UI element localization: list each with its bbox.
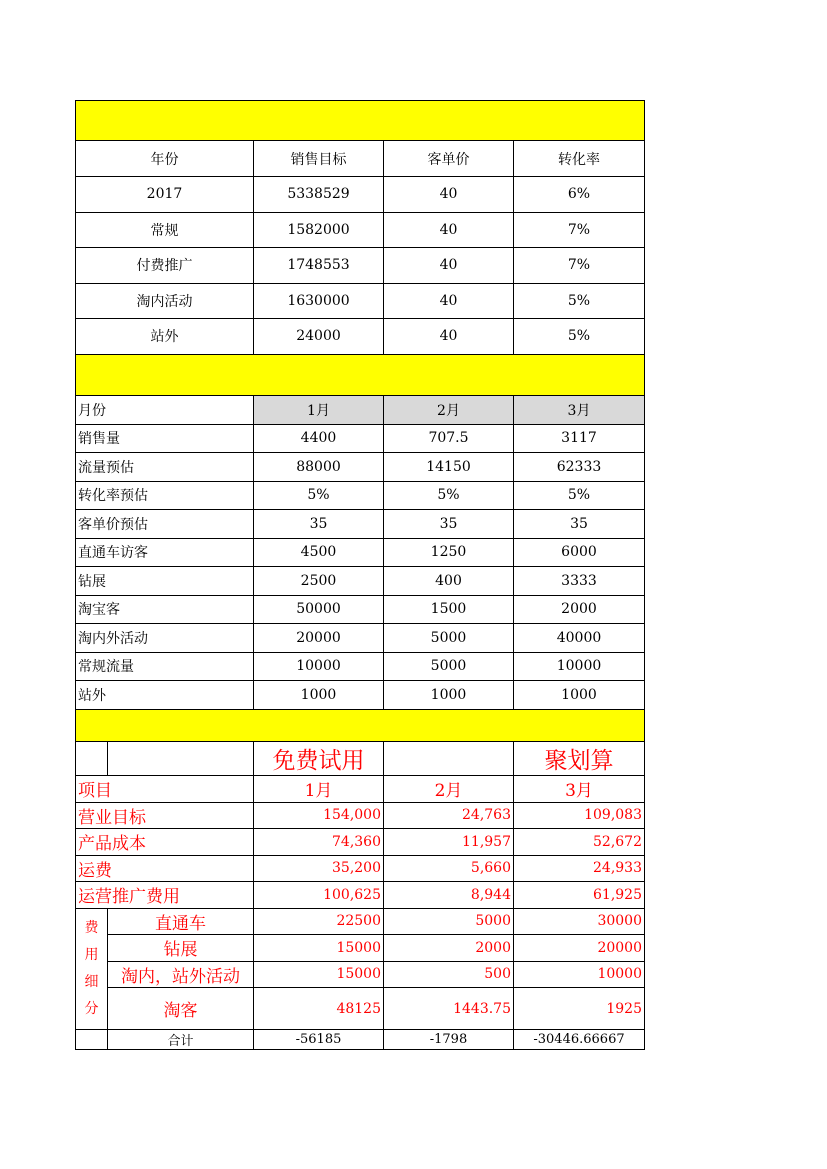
campaign-row (76, 742, 645, 776)
row-label: 淘宝客 (76, 595, 254, 624)
campaign-free-trial: 免费试用 (254, 742, 384, 776)
cell: 707.5 (384, 424, 514, 453)
cell: 1630000 (254, 283, 384, 319)
table-header-row (76, 776, 645, 803)
cell: 40 (384, 212, 514, 248)
table-header-row (76, 396, 645, 425)
cell: 40 (384, 319, 514, 355)
cell: 10000 (514, 652, 645, 681)
detail-row (76, 935, 645, 962)
cost-breakdown-table (75, 709, 645, 1050)
cell: 61,925 (514, 882, 645, 909)
cell: 35 (514, 510, 645, 539)
cell: 1500 (384, 595, 514, 624)
cell: 30000 (514, 908, 645, 935)
cell: 14150 (384, 453, 514, 482)
cell: 3117 (514, 424, 645, 453)
cell: 常规 (76, 212, 254, 248)
cell: 40 (384, 283, 514, 319)
row-label: 直通车 (108, 908, 254, 935)
cell: 24000 (254, 319, 384, 355)
cell: 11,957 (384, 829, 514, 856)
header-jan: 1月 (254, 776, 384, 803)
header-month: 月份 (76, 396, 254, 425)
row-label: 流量预估 (76, 453, 254, 482)
blank-cell (108, 742, 254, 776)
row-label: 销售量 (76, 424, 254, 453)
cell: 100,625 (254, 882, 384, 909)
cell: 74,360 (254, 829, 384, 856)
cell: 24,933 (514, 855, 645, 882)
cell: 5338529 (254, 177, 384, 213)
yellow-band-cell (76, 101, 645, 141)
table-row (76, 624, 645, 653)
cell: 淘内活动 (76, 283, 254, 319)
cell: 1000 (384, 681, 514, 710)
table-row (76, 212, 645, 248)
cell: 24,763 (384, 802, 514, 829)
table-row (76, 481, 645, 510)
cell: 1925 (514, 988, 645, 1030)
header-feb: 2月 (384, 776, 514, 803)
detail-row (76, 908, 645, 935)
cell: 15000 (254, 961, 384, 988)
table-row (76, 248, 645, 284)
table-row (76, 855, 645, 882)
cell: 40 (384, 248, 514, 284)
total-label: 合计 (108, 1030, 254, 1050)
cell: 付费推广 (76, 248, 254, 284)
cell: 62333 (514, 453, 645, 482)
header-item: 项目 (76, 776, 254, 803)
table-row (76, 595, 645, 624)
cell: 10000 (514, 961, 645, 988)
table-row (76, 424, 645, 453)
cell: 5000 (384, 624, 514, 653)
cell: 109,083 (514, 802, 645, 829)
cell: 52,672 (514, 829, 645, 856)
table-row (76, 319, 645, 355)
row-label: 钻展 (76, 567, 254, 596)
cell: 7% (514, 248, 645, 284)
detail-group-char: 分 (84, 1000, 99, 1017)
cell: 3333 (514, 567, 645, 596)
detail-group-char: 用 (84, 946, 99, 963)
cell: 10000 (254, 652, 384, 681)
total-mar: -30446.66667 (514, 1030, 645, 1050)
table-row (76, 681, 645, 710)
cell: 500 (384, 961, 514, 988)
table-row (76, 567, 645, 596)
cell: 4400 (254, 424, 384, 453)
table-row (76, 453, 645, 482)
cell: 1582000 (254, 212, 384, 248)
row-label: 淘内，站外活动 (108, 961, 254, 988)
yellow-band-cell (76, 355, 645, 396)
cell: 6% (514, 177, 645, 213)
table-row (76, 652, 645, 681)
cell: 1250 (384, 538, 514, 567)
header-band (76, 710, 645, 742)
detail-group-char: 细 (84, 973, 99, 990)
table-row (76, 510, 645, 539)
monthly-forecast-table (75, 354, 645, 710)
cell: 7% (514, 212, 645, 248)
detail-row (76, 961, 645, 988)
cell: 40000 (514, 624, 645, 653)
cell: 4500 (254, 538, 384, 567)
blank-cell (76, 1030, 108, 1050)
cell: 154,000 (254, 802, 384, 829)
table-row (76, 538, 645, 567)
cell: 5% (514, 283, 645, 319)
cell: 8,944 (384, 882, 514, 909)
total-feb: -1798 (384, 1030, 514, 1050)
row-label: 钻展 (108, 935, 254, 962)
cell: 35 (384, 510, 514, 539)
blank-cell (76, 742, 108, 776)
cell: 站外 (76, 319, 254, 355)
header-band (76, 101, 645, 141)
cell: 2000 (384, 935, 514, 962)
header-band (76, 355, 645, 396)
row-label: 客单价预估 (76, 510, 254, 539)
row-label: 运费 (76, 855, 254, 882)
cell: 1443.75 (384, 988, 514, 1030)
row-label: 站外 (76, 681, 254, 710)
cell: 400 (384, 567, 514, 596)
header-jan: 1月 (254, 396, 384, 425)
header-mar: 3月 (514, 776, 645, 803)
cell: 20000 (254, 624, 384, 653)
cell: 5% (254, 481, 384, 510)
cell: 88000 (254, 453, 384, 482)
cell: 5% (514, 319, 645, 355)
cell: 5% (514, 481, 645, 510)
row-label: 产品成本 (76, 829, 254, 856)
cell: 22500 (254, 908, 384, 935)
row-label: 直通车访客 (76, 538, 254, 567)
row-label: 运营推广费用 (76, 882, 254, 909)
cell: 6000 (514, 538, 645, 567)
campaign-blank (384, 742, 514, 776)
total-row (76, 1030, 645, 1050)
cell: 35 (254, 510, 384, 539)
cell: 15000 (254, 935, 384, 962)
detail-group-label (76, 908, 108, 1030)
row-label: 常规流量 (76, 652, 254, 681)
header-feb: 2月 (384, 396, 514, 425)
cell: 1748553 (254, 248, 384, 284)
row-label: 营业目标 (76, 802, 254, 829)
header-sales-target: 销售目标 (254, 141, 384, 177)
cell: 5,660 (384, 855, 514, 882)
table-row (76, 283, 645, 319)
row-label: 淘客 (108, 988, 254, 1030)
table-row (76, 882, 645, 909)
cell: 50000 (254, 595, 384, 624)
cell: 5000 (384, 652, 514, 681)
table-header-row (76, 141, 645, 177)
table-row (76, 829, 645, 856)
cell: 35,200 (254, 855, 384, 882)
cell: 2500 (254, 567, 384, 596)
cell: 5000 (384, 908, 514, 935)
annual-target-table (75, 100, 645, 355)
header-year: 年份 (76, 141, 254, 177)
campaign-juhuasuan: 聚划算 (514, 742, 645, 776)
detail-group-char: 费 (84, 919, 99, 936)
detail-row (76, 988, 645, 1030)
header-unit-price: 客单价 (384, 141, 514, 177)
yellow-band-cell (76, 710, 645, 742)
cell: 1000 (254, 681, 384, 710)
table-row (76, 802, 645, 829)
cell: 20000 (514, 935, 645, 962)
cell: 1000 (514, 681, 645, 710)
header-conversion: 转化率 (514, 141, 645, 177)
total-jan: -56185 (254, 1030, 384, 1050)
row-label: 淘内外活动 (76, 624, 254, 653)
header-mar: 3月 (514, 396, 645, 425)
cell: 5% (384, 481, 514, 510)
cell: 40 (384, 177, 514, 213)
table-row (76, 177, 645, 213)
cell: 2000 (514, 595, 645, 624)
cell: 48125 (254, 988, 384, 1030)
cell: 2017 (76, 177, 254, 213)
row-label: 转化率预估 (76, 481, 254, 510)
